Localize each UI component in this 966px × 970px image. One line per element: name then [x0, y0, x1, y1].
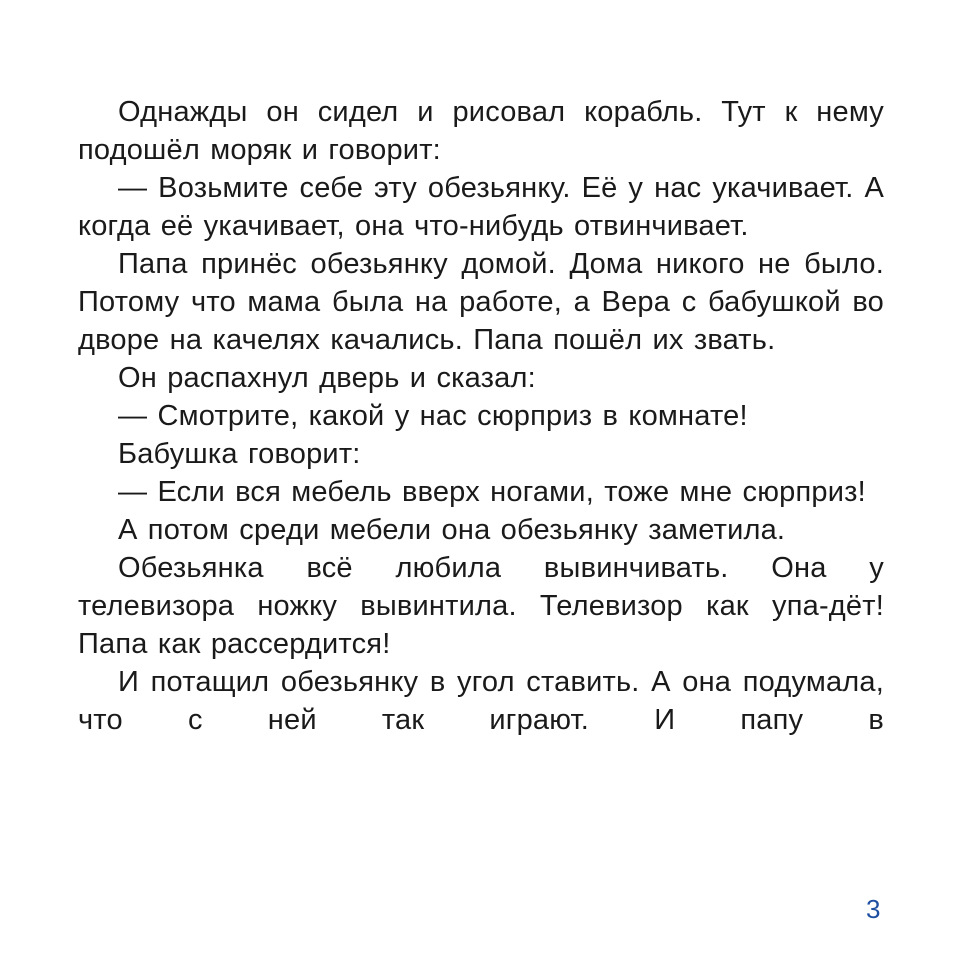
- paragraph: — Возьмите себе эту обезьянку. Её у нас укачивает. А когда её укачивает, она что-нибудь отвинчивает.: [78, 172, 884, 242]
- paragraph: Однажды он сидел и рисовал корабль. Тут к нему подошёл моряк и говорит:: [78, 96, 884, 166]
- story-text: [78, 93, 884, 739]
- page-number: 3: [866, 894, 881, 924]
- paragraph: Обезьянка всё любила вывинчивать. Она у телевизора ножку вывинтила. Телевизор как упа-дёт! Папа как рассердится!: [78, 552, 884, 660]
- paragraph: А потом среди мебели она обезьянку заметила.: [118, 514, 786, 546]
- paragraph: Он распахнул дверь и сказал:: [118, 362, 536, 394]
- paragraph: Бабушка говорит:: [118, 438, 361, 470]
- paragraph: — Смотрите, какой у нас сюрприз в комнате!: [118, 400, 748, 432]
- paragraph: — Если вся мебель вверх ногами, тоже мне сюрприз!: [118, 476, 866, 508]
- paragraph: Папа принёс обезьянку домой. Дома никого не было. Потому что мама была на работе, а Вера с бабушкой во дворе на качелях качались. Папа пошёл их звать.: [78, 248, 884, 356]
- paragraph: И потащил обезьянку в угол ставить. А она подумала, что с ней так играют. И папу в: [78, 666, 884, 736]
